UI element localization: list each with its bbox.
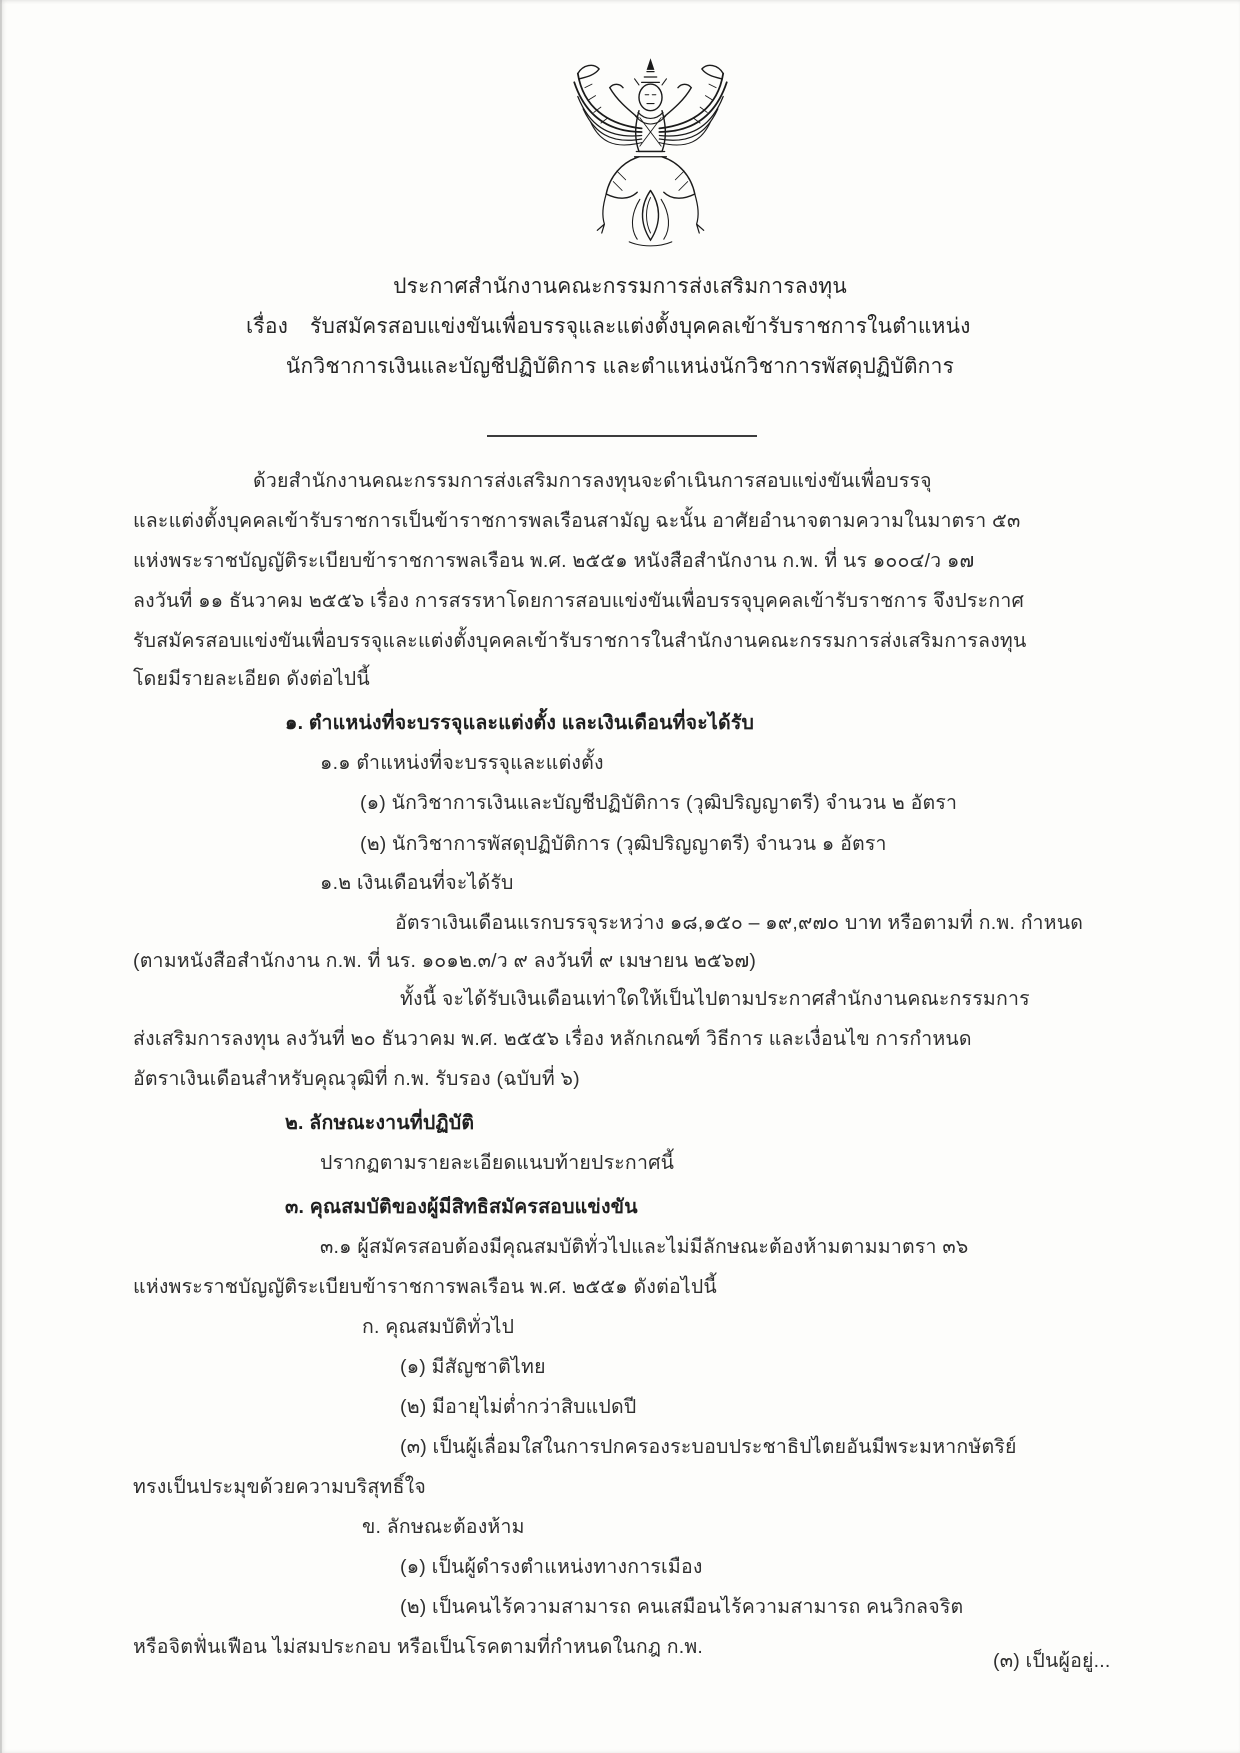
sub-a-item-2: (๒) มีอายุไม่ต่ำกว่าสิบแปดปี xyxy=(400,1396,637,1418)
section-1-item-1-2: ๑.๒ เงินเดือนที่จะได้รับ xyxy=(320,872,514,894)
sub-b-heading: ข. ลักษณะต้องห้าม xyxy=(362,1516,525,1538)
salary-line-2: (ตามหนังสือสำนักงาน ก.พ. ที่ นร. ๑๐๑๒.๓/ว ๙ ลงวันที่ ๙ เมษายน ๒๕๖๗) xyxy=(133,950,757,972)
intro-line: ลงวันที่ ๑๑ ธันวาคม ๒๕๕๖ เรื่อง การสรรหาโดยการสอบแข่งขันเพื่อบรรจุบุคคลเข้ารับราชการ จึงประกาศ xyxy=(133,590,1025,612)
sub-a-item-1: (๑) มีสัญชาติไทย xyxy=(400,1356,546,1378)
section-3-heading: ๓. คุณสมบัติของผู้มีสิทธิสมัครสอบแข่งขัน xyxy=(285,1196,638,1218)
subject-label: เรื่อง xyxy=(246,315,289,338)
sub-b-item-2-line-1: (๒) เป็นคนไร้ความสามารถ คนเสมือนไร้ความสามารถ คนวิกลจริต xyxy=(400,1596,964,1618)
announcement-agency-line: ประกาศสำนักงานคณะกรรมการส่งเสริมการลงทุน xyxy=(393,275,847,298)
salary-note-line-3: อัตราเงินเดือนสำหรับคุณวุฒิที่ ก.พ. รับรอง (ฉบับที่ ๖) xyxy=(133,1068,580,1090)
sub-b-item-1: (๑) เป็นผู้ดำรงตำแหน่งทางการเมือง xyxy=(400,1556,703,1578)
sub-a-item-3-line-2: ทรงเป็นประมุขด้วยความบริสุทธิ์ใจ xyxy=(133,1476,427,1498)
section-2-heading: ๒. ลักษณะงานที่ปฏิบัติ xyxy=(285,1112,475,1134)
page-continuation-marker: (๓) เป็นผู้อยู่... xyxy=(993,1650,1111,1672)
section-3-item-3-1-line-1: ๓.๑ ผู้สมัครสอบต้องมีคุณสมบัติทั่วไปและไม่มีลักษณะต้องห้ามตามมาตรา ๓๖ xyxy=(320,1236,969,1258)
sub-a-heading: ก. คุณสมบัติทั่วไป xyxy=(362,1316,515,1338)
subject-line-1: รับสมัครสอบแข่งขันเพื่อบรรจุและแต่งตั้งบุคคลเข้ารับราชการในตำแหน่ง xyxy=(310,315,971,338)
section-3-item-3-1-line-2: แห่งพระราชบัญญัติระเบียบข้าราชการพลเรือน พ.ศ. ๒๕๕๑ ดังต่อไปนี้ xyxy=(133,1276,717,1298)
subject-line-2: นักวิชาการเงินและบัญชีปฏิบัติการ และตำแหน่งนักวิชาการพัสดุปฏิบัติการ xyxy=(285,355,955,378)
garuda-emblem-icon xyxy=(553,56,748,254)
intro-line: รับสมัครสอบแข่งขันเพื่อบรรจุและแต่งตั้งบุคคลเข้ารับราชการในสำนักงานคณะกรรมการส่งเสริมการลงทุน xyxy=(133,630,1027,652)
salary-line-1: อัตราเงินเดือนแรกบรรจุระหว่าง ๑๘,๑๕๐ – ๑๙,๙๗๐ บาท หรือตามที่ ก.พ. กำหนด xyxy=(395,912,1084,934)
sub-b-item-2-line-2: หรือจิตฟั่นเฟือน ไม่สมประกอบ หรือเป็นโรคตามที่กำหนดในกฎ ก.พ. xyxy=(133,1636,704,1658)
section-1-position-2: (๒) นักวิชาการพัสดุปฏิบัติการ (วุฒิปริญญาตรี) จำนวน ๑ อัตรา xyxy=(360,833,887,855)
salary-note-line-2: ส่งเสริมการลงทุน ลงวันที่ ๒๐ ธันวาคม พ.ศ. ๒๕๕๖ เรื่อง หลักเกณฑ์ วิธีการ และเงื่อนไข การกำหนด xyxy=(133,1028,972,1050)
section-1-position-1: (๑) นักวิชาการเงินและบัญชีปฏิบัติการ (วุฒิปริญญาตรี) จำนวน ๒ อัตรา xyxy=(360,792,958,814)
intro-line: ด้วยสำนักงานคณะกรรมการส่งเสริมการลงทุนจะดำเนินการสอบแข่งขันเพื่อบรรจุ xyxy=(253,470,932,492)
title-divider xyxy=(487,435,757,437)
intro-line: แห่งพระราชบัญญัติระเบียบข้าราชการพลเรือน พ.ศ. ๒๕๕๑ หนังสือสำนักงาน ก.พ. ที่ นร ๑๐๐๔/ว ๑๗ xyxy=(133,550,975,572)
sub-a-item-3-line-1: (๓) เป็นผู้เลื่อมใสในการปกครองระบอบประชาธิปไตยอันมีพระมหากษัตริย์ xyxy=(400,1436,1017,1458)
scan-edge-shadow xyxy=(0,0,2,1753)
salary-note-line-1: ทั้งนี้ จะได้รับเงินเดือนเท่าใดให้เป็นไปตามประกาศสำนักงานคณะกรรมการ xyxy=(400,988,1030,1010)
section-1-heading: ๑. ตำแหน่งที่จะบรรจุและแต่งตั้ง และเงินเดือนที่จะได้รับ xyxy=(285,712,755,734)
intro-line: โดยมีรายละเอียด ดังต่อไปนี้ xyxy=(133,668,370,690)
section-2-body: ปรากฏตามรายละเอียดแนบท้ายประกาศนี้ xyxy=(320,1152,675,1174)
section-1-item-1-1: ๑.๑ ตำแหน่งที่จะบรรจุและแต่งตั้ง xyxy=(320,752,604,774)
intro-line: และแต่งตั้งบุคคลเข้ารับราชการเป็นข้าราชการพลเรือนสามัญ ฉะนั้น อาศัยอำนาจตามความในมาตรา ๕๓ xyxy=(133,510,1021,532)
